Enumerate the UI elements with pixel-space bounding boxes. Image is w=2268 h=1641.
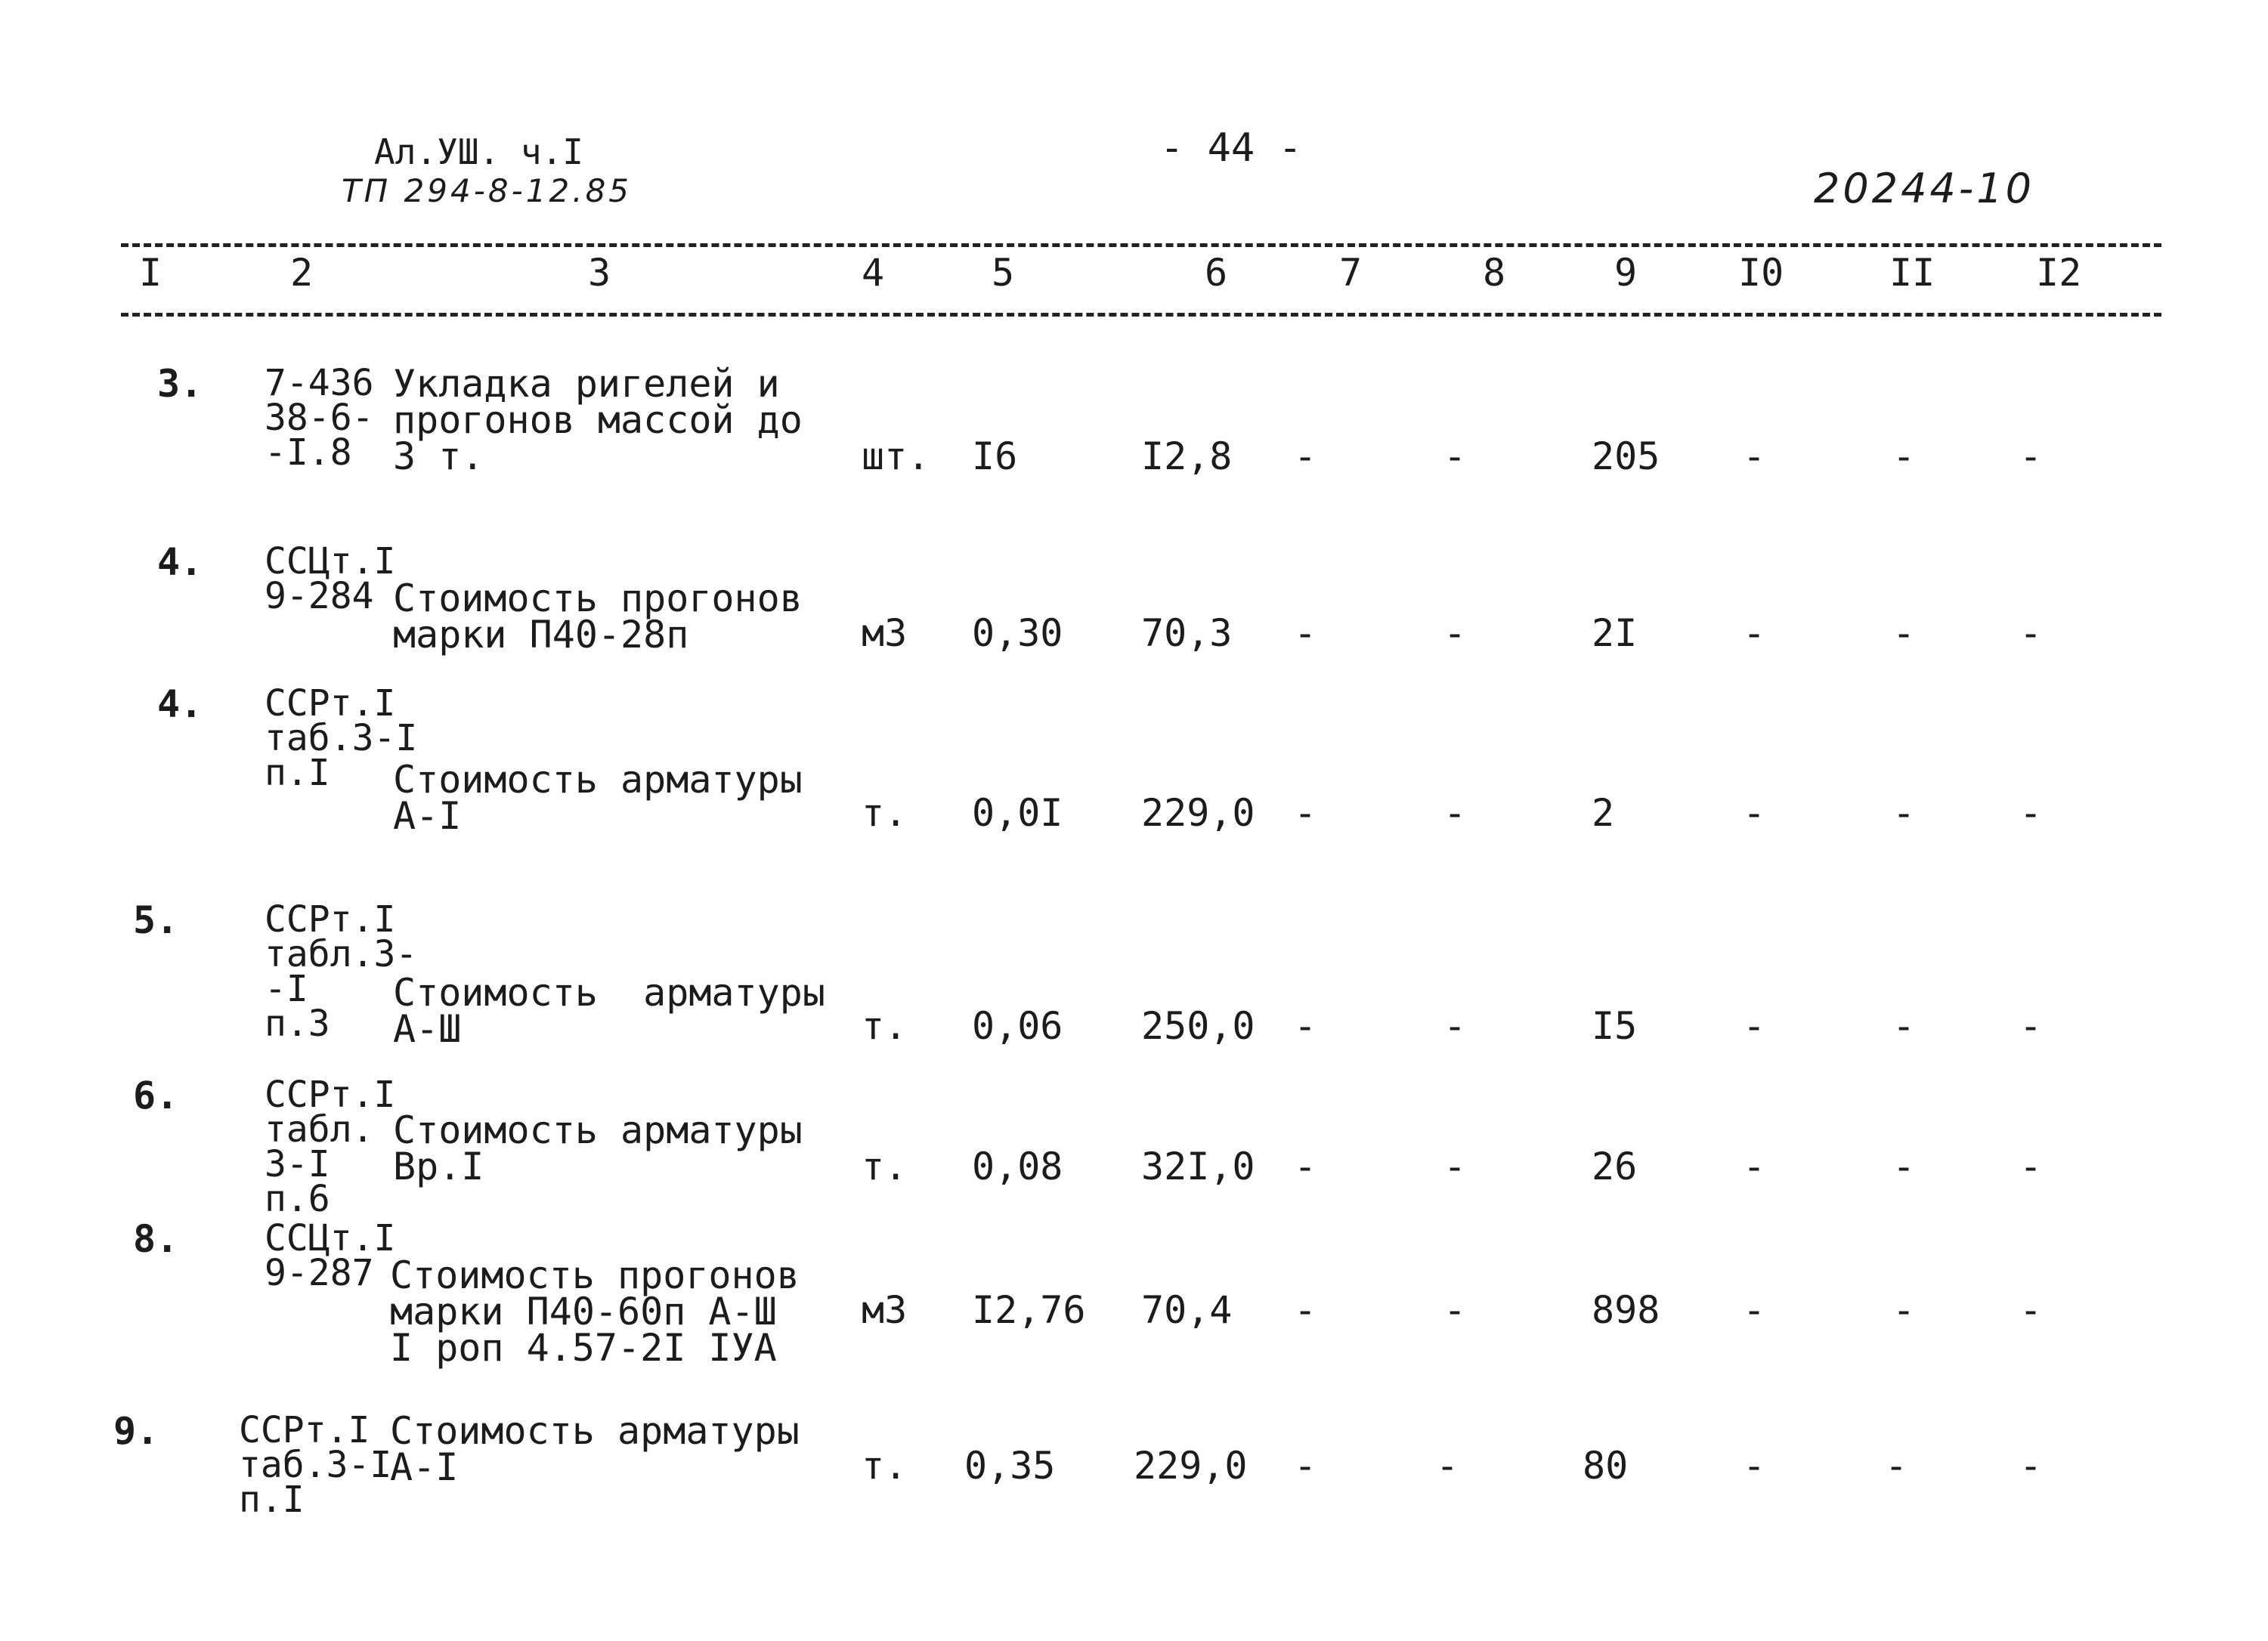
column-11-value: - — [1892, 434, 1916, 478]
unit: т. — [862, 1444, 908, 1488]
row-number: 9. — [113, 1409, 159, 1453]
quantity: I2,76 — [972, 1288, 1086, 1332]
column-header: 9 — [1614, 251, 1638, 295]
column-header: 5 — [992, 251, 1015, 295]
unit-price: 229,0 — [1134, 1444, 1248, 1488]
column-header: 8 — [1483, 251, 1506, 295]
column-header: I2 — [2036, 251, 2082, 295]
rate-code: 7-436 38-6- -I.8 — [265, 362, 374, 474]
column-8-value: - — [1436, 1444, 1459, 1488]
project-code-label: ТП 294-8-12.85 — [342, 172, 633, 209]
table-header-rule — [121, 313, 2161, 317]
row-number: 5. — [133, 898, 179, 942]
unit-price: 70,3 — [1141, 611, 1233, 655]
column-7-value: - — [1294, 434, 1317, 478]
column-11-value: - — [1892, 791, 1916, 835]
quantity: 0,08 — [972, 1145, 1063, 1188]
column-10-value: - — [1743, 791, 1766, 835]
column-10-value: - — [1743, 1145, 1766, 1188]
work-description: Стоимость прогонов марки П40-60п А-Ш I роп 4.57-2I IУА — [390, 1253, 800, 1370]
page-number: - 44 - — [1160, 125, 1302, 171]
quantity: 0,30 — [972, 611, 1063, 655]
column-7-value: - — [1294, 1145, 1317, 1188]
rate-code: ССЦт.I 9-287 — [265, 1217, 396, 1294]
work-description: Стоимость прогонов марки П40-28п — [393, 576, 803, 657]
quantity: I6 — [972, 434, 1018, 478]
column-7-value: - — [1294, 1288, 1317, 1332]
total-cost: 205 — [1592, 434, 1660, 478]
total-cost: 80 — [1583, 1444, 1629, 1488]
unit-price: 250,0 — [1141, 1004, 1255, 1048]
column-7-value: - — [1294, 1004, 1317, 1048]
rate-code: ССЦт.I 9-284 — [265, 540, 396, 617]
column-11-value: - — [1892, 1145, 1916, 1188]
column-header: I — [139, 251, 162, 295]
total-cost: 26 — [1592, 1145, 1638, 1188]
column-10-value: - — [1743, 1288, 1766, 1332]
column-8-value: - — [1443, 611, 1467, 655]
unit: т. — [862, 791, 908, 835]
column-10-value: - — [1743, 1004, 1766, 1048]
unit: м3 — [862, 611, 908, 655]
row-number: 3. — [157, 362, 203, 406]
column-header: I0 — [1738, 251, 1784, 295]
column-12-value: - — [2019, 791, 2043, 835]
column-12-value: - — [2019, 1444, 2043, 1488]
column-12-value: - — [2019, 1288, 2043, 1332]
total-cost: 2 — [1592, 791, 1615, 835]
quantity: 0,06 — [972, 1004, 1063, 1048]
column-8-value: - — [1443, 1004, 1467, 1048]
column-header: 4 — [862, 251, 885, 295]
column-12-value: - — [2019, 611, 2043, 655]
document-number: 20244-10 — [1814, 165, 2034, 212]
column-11-value: - — [1892, 1004, 1916, 1048]
unit: т. — [862, 1004, 908, 1048]
quantity: 0,0I — [972, 791, 1063, 835]
column-8-value: - — [1443, 791, 1467, 835]
row-number: 6. — [133, 1074, 179, 1117]
column-11-value: - — [1892, 611, 1916, 655]
column-7-value: - — [1294, 791, 1317, 835]
column-12-value: - — [2019, 1145, 2043, 1188]
column-header: 7 — [1339, 251, 1363, 295]
total-cost: 898 — [1592, 1288, 1660, 1332]
column-header: II — [1889, 251, 1935, 295]
table-top-rule — [121, 243, 2161, 247]
unit: шт. — [862, 434, 930, 478]
rate-code: ССРт.I табл. 3-I п.6 — [265, 1074, 396, 1220]
unit: м3 — [862, 1288, 908, 1332]
column-header: 3 — [588, 251, 611, 295]
rate-code: ССРт.I таб.3-I п.I — [239, 1409, 392, 1521]
document-series-label: Ал.УШ. ч.I — [374, 131, 583, 172]
unit: т. — [862, 1145, 908, 1188]
unit-price: 229,0 — [1141, 791, 1255, 835]
column-header: 6 — [1205, 251, 1228, 295]
unit-price: 70,4 — [1141, 1288, 1233, 1332]
column-8-value: - — [1443, 1288, 1467, 1332]
quantity: 0,35 — [964, 1444, 1056, 1488]
column-10-value: - — [1743, 434, 1766, 478]
column-8-value: - — [1443, 1145, 1467, 1188]
total-cost: 2I — [1592, 611, 1638, 655]
column-10-value: - — [1743, 1444, 1766, 1488]
column-header: 2 — [290, 251, 314, 295]
column-10-value: - — [1743, 611, 1766, 655]
work-description: Укладка ригелей и прогонов массой до 3 т. — [393, 362, 803, 478]
unit-price: I2,8 — [1141, 434, 1233, 478]
rate-code: ССРт.I таб.3-I п.I — [265, 682, 418, 794]
row-number: 8. — [133, 1217, 179, 1261]
row-number: 4. — [157, 682, 203, 726]
row-number: 4. — [157, 540, 203, 584]
work-description: Стоимость арматуры А-I — [393, 758, 803, 838]
rate-code: ССРт.I табл.3- -I п.3 — [265, 898, 418, 1045]
column-8-value: - — [1443, 434, 1467, 478]
total-cost: I5 — [1592, 1004, 1638, 1048]
unit-price: 32I,0 — [1141, 1145, 1255, 1188]
column-12-value: - — [2019, 434, 2043, 478]
column-12-value: - — [2019, 1004, 2043, 1048]
column-11-value: - — [1892, 1288, 1916, 1332]
work-description: Стоимость арматуры А-Ш — [393, 971, 825, 1051]
work-description: Стоимость арматуры А-I — [390, 1409, 800, 1489]
column-11-value: - — [1885, 1444, 1908, 1488]
column-7-value: - — [1294, 1444, 1317, 1488]
work-description: Стоимость арматуры Вр.I — [393, 1108, 803, 1188]
column-7-value: - — [1294, 611, 1317, 655]
